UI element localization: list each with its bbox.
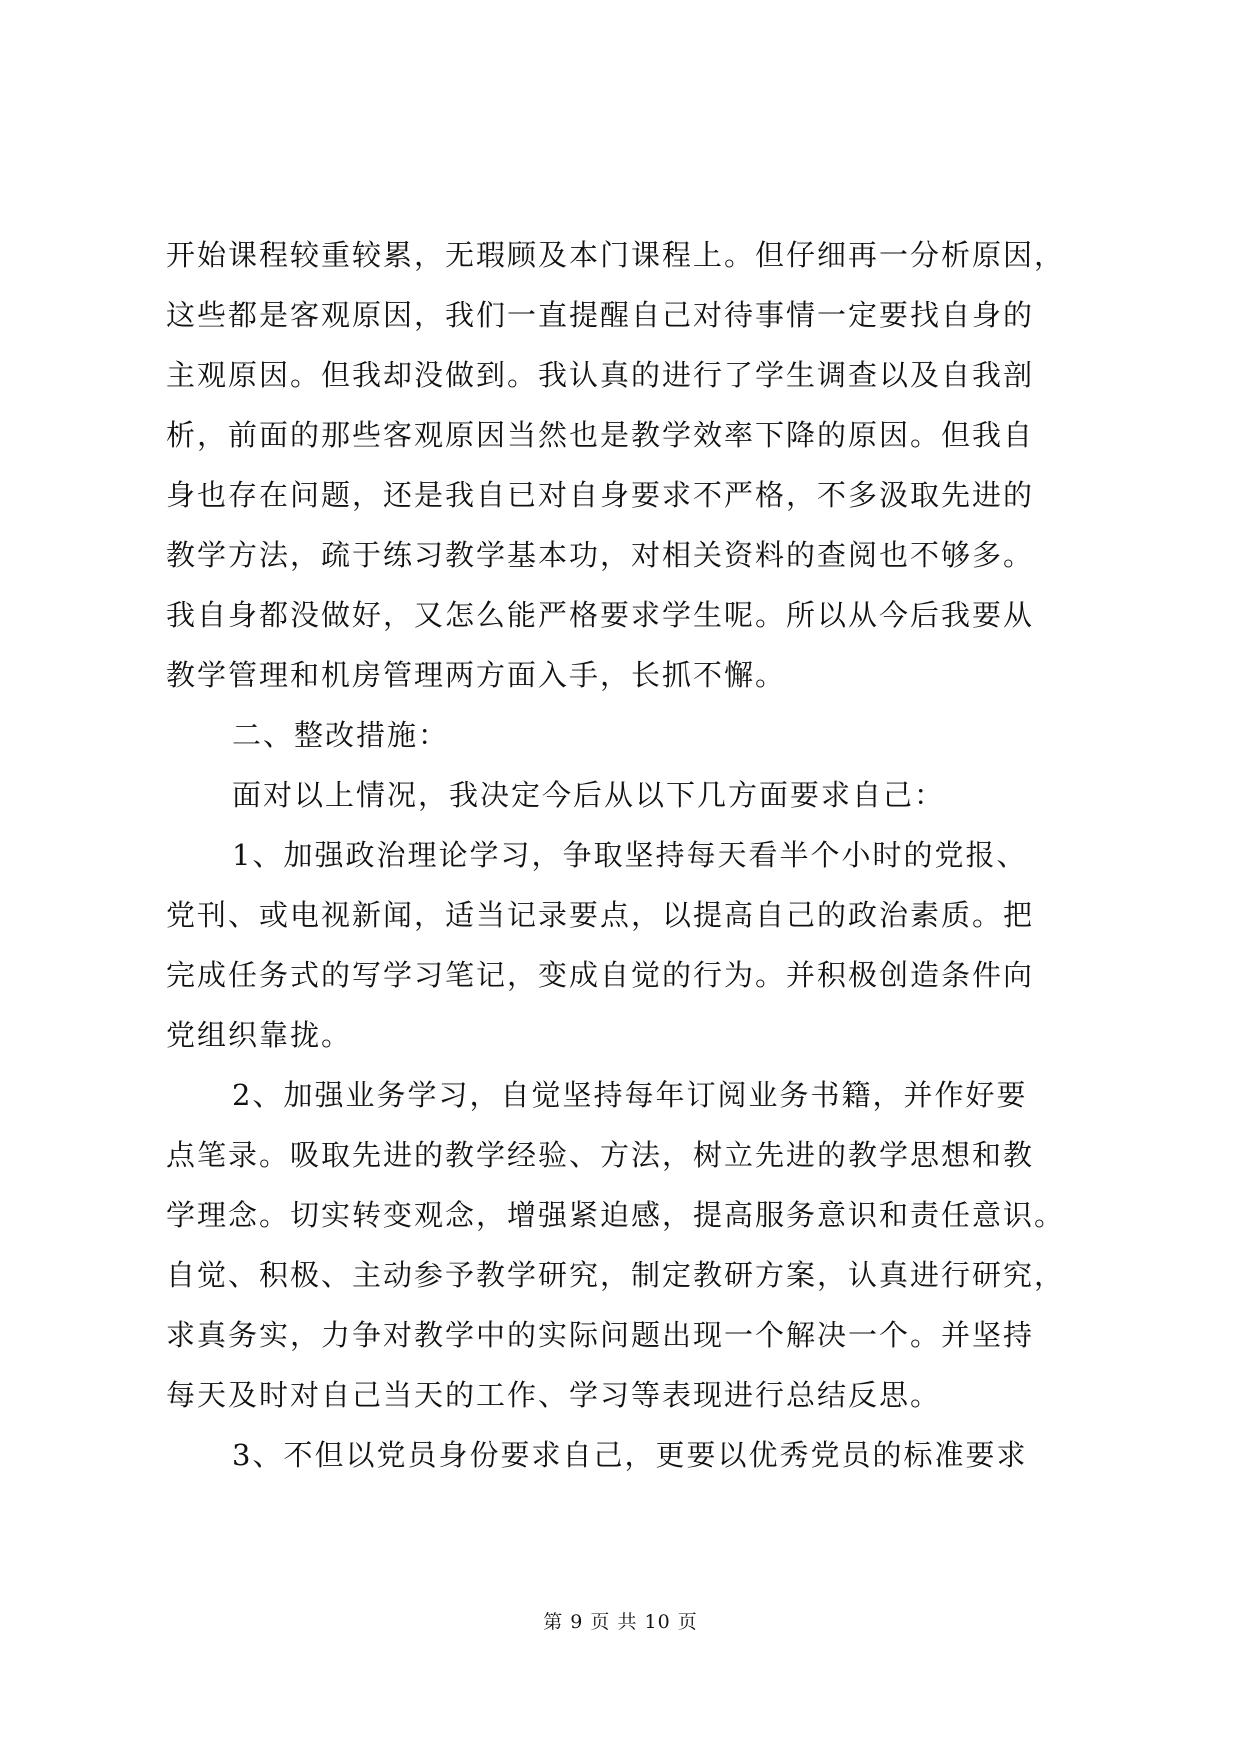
- text-line-3: 主观原因。但我却没做到。我认真的进行了学生调查以及自我剖: [166, 358, 1035, 392]
- text-line-18: 自觉、积极、主动参予教学研究，制定教研方案，认真进行研究，: [166, 1258, 1066, 1292]
- text-line-6: 教学方法，疏于练习教学基本功，对相关资料的查阅也不够多。: [166, 538, 1035, 572]
- text-line-19: 求真务实，力争对教学中的实际问题出现一个解决一个。并坚持: [166, 1318, 1035, 1352]
- text-line-4: 析，前面的那些客观原因当然也是教学效率下降的原因。但我自: [166, 418, 1035, 452]
- text-line-14: 党组织靠拢。: [166, 1018, 353, 1052]
- text-line-1: 开始课程较重较累，无瑕顾及本门课程上。但仔细再一分析原因，: [166, 238, 1066, 272]
- section-heading-rectification-measures: 二、整改措施：: [232, 718, 450, 752]
- list-item-3-start: 3、不但以党员身份要求自己，更要以优秀党员的标准要求: [232, 1438, 1028, 1472]
- text-line-13: 完成任务式的写学习笔记，变成自觉的行为。并积极创造条件向: [166, 958, 1035, 992]
- text-line-8: 教学管理和机房管理两方面入手，长抓不懈。: [166, 658, 787, 692]
- page-number-footer: 第 9 页 共 10 页: [543, 1611, 698, 1633]
- text-line-2: 这些都是客观原因，我们一直提醒自己对待事情一定要找自身的: [166, 298, 1035, 332]
- text-line-10: 面对以上情况，我决定今后从以下几方面要求自己：: [232, 778, 946, 812]
- text-line-20: 每天及时对自己当天的工作、学习等表现进行总结反思。: [166, 1378, 942, 1412]
- text-line-12: 党刊、或电视新闻，适当记录要点，以提高自己的政治素质。把: [166, 898, 1035, 932]
- text-line-17: 学理念。切实转变观念，增强紧迫感，提高服务意识和责任意识。: [166, 1198, 1066, 1232]
- text-line-7: 我自身都没做好，又怎么能严格要求学生呢。所以从今后我要从: [166, 598, 1035, 632]
- text-line-16: 点笔录。吸取先进的教学经验、方法，树立先进的教学思想和教: [166, 1138, 1035, 1172]
- list-item-2-start: 2、加强业务学习，自觉坚持每年订阅业务书籍，并作好要: [232, 1078, 1028, 1112]
- document-body: [166, 225, 1086, 1485]
- list-item-1-start: 1、加强政治理论学习，争取坚持每天看半个小时的党报、: [232, 838, 1028, 872]
- text-line-5: 身也存在问题，还是我自已对自身要求不严格，不多汲取先进的: [166, 478, 1035, 512]
